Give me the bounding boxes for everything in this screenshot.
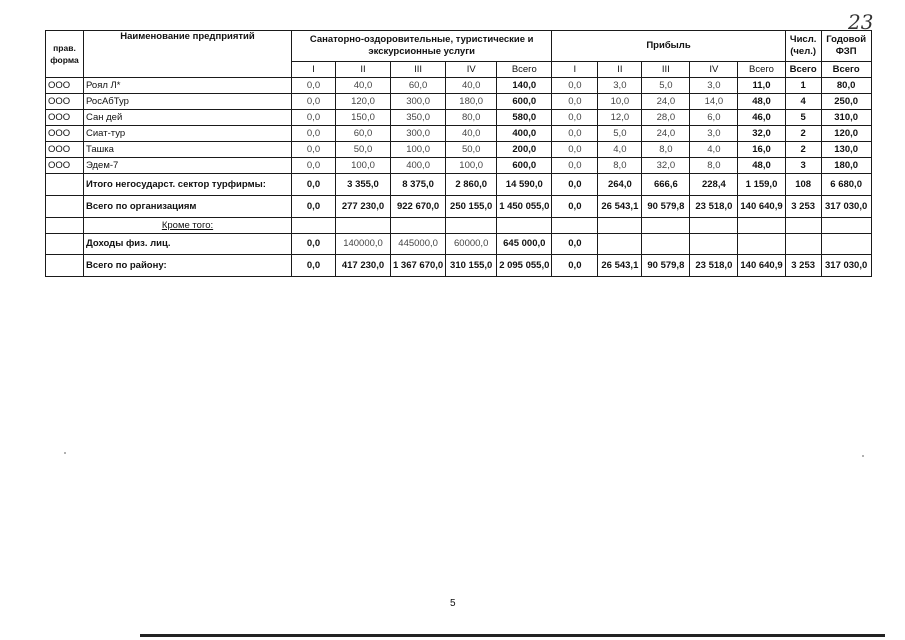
row-form: ООО: [46, 158, 84, 174]
row-value: 350,0: [391, 110, 446, 126]
row-value: 0,0: [552, 94, 598, 110]
row-value: 100,0: [336, 158, 391, 174]
row-value: 5: [785, 110, 821, 126]
row-name: Роял Л*: [84, 78, 292, 94]
row-form: [46, 218, 84, 234]
row-value: 3 253: [785, 255, 821, 277]
enterprise-rows: [46, 78, 872, 277]
row-value: 6,0: [690, 110, 738, 126]
besides-label: Кроме того:: [84, 218, 292, 234]
row-value: 40,0: [446, 126, 497, 142]
table-row: [46, 94, 872, 110]
col-profit-header: Прибыль: [552, 31, 785, 62]
total-row: [46, 174, 872, 196]
row-value: 300,0: [391, 94, 446, 110]
row-name: Ташка: [84, 142, 292, 158]
col-count-header: Числ. (чел.): [785, 31, 821, 62]
row-value: 90 579,8: [642, 255, 690, 277]
sub-header: II: [336, 62, 391, 78]
row-value: 600,0: [497, 94, 552, 110]
row-value: 140000,0: [336, 234, 391, 255]
row-value: 1: [785, 78, 821, 94]
col-name-header: Наименование предприятий: [84, 31, 292, 78]
row-value: 26 543,1: [598, 196, 642, 218]
row-value: 0,0: [292, 142, 336, 158]
row-value: 3,0: [598, 78, 642, 94]
row-value: [336, 218, 391, 234]
row-value: 317 030,0: [821, 255, 871, 277]
scan-speck: [862, 455, 864, 457]
row-value: 10,0: [598, 94, 642, 110]
row-value: 277 230,0: [336, 196, 391, 218]
row-value: 0,0: [292, 94, 336, 110]
row-value: 4,0: [690, 142, 738, 158]
total-row: [46, 196, 872, 218]
row-value: 90 579,8: [642, 196, 690, 218]
sub-header: I: [292, 62, 336, 78]
row-value: 0,0: [292, 174, 336, 196]
row-value: 0,0: [552, 234, 598, 255]
sub-header: IV: [446, 62, 497, 78]
table-row: [46, 142, 872, 158]
row-value: [446, 218, 497, 234]
row-value: 3,0: [690, 78, 738, 94]
row-value: 32,0: [642, 158, 690, 174]
row-value: 5,0: [642, 78, 690, 94]
row-form: [46, 196, 84, 218]
row-value: 0,0: [552, 174, 598, 196]
sub-header: III: [391, 62, 446, 78]
row-value: 3 355,0: [336, 174, 391, 196]
row-form: [46, 174, 84, 196]
row-value: 48,0: [738, 158, 785, 174]
row-value: 60,0: [336, 126, 391, 142]
row-value: [391, 218, 446, 234]
besides-row: [46, 218, 872, 234]
row-value: 46,0: [738, 110, 785, 126]
sub-header: III: [642, 62, 690, 78]
row-value: 140,0: [497, 78, 552, 94]
sub-header: Всего: [821, 62, 871, 78]
row-value: [292, 218, 336, 234]
row-value: 2 860,0: [446, 174, 497, 196]
row-value: 23 518,0: [690, 196, 738, 218]
row-value: [690, 234, 738, 255]
row-name: Сиат-тур: [84, 126, 292, 142]
row-value: 2: [785, 126, 821, 142]
page-mark: 23: [848, 10, 874, 34]
sub-header: II: [598, 62, 642, 78]
row-value: 0,0: [552, 110, 598, 126]
row-value: 0,0: [292, 110, 336, 126]
table-row: [46, 158, 872, 174]
row-value: 250 155,0: [446, 196, 497, 218]
row-value: 40,0: [446, 78, 497, 94]
row-value: 300,0: [391, 126, 446, 142]
row-form: ООО: [46, 94, 84, 110]
row-value: 400,0: [497, 126, 552, 142]
sub-header: Всего: [738, 62, 785, 78]
row-value: 140 640,9: [738, 255, 785, 277]
row-value: 108: [785, 174, 821, 196]
row-value: [598, 234, 642, 255]
row-value: 0,0: [292, 234, 336, 255]
report-table: [45, 30, 872, 277]
row-name: Всего по организациям: [84, 196, 292, 218]
row-value: [785, 218, 821, 234]
row-value: 0,0: [552, 158, 598, 174]
row-value: 0,0: [292, 126, 336, 142]
row-value: [821, 234, 871, 255]
table-row: [46, 126, 872, 142]
row-value: 16,0: [738, 142, 785, 158]
row-value: 0,0: [292, 158, 336, 174]
row-name: Сан дей: [84, 110, 292, 126]
row-value: 80,0: [821, 78, 871, 94]
row-value: 922 670,0: [391, 196, 446, 218]
row-value: 310,0: [821, 110, 871, 126]
report-table-container: [45, 30, 872, 277]
row-value: 100,0: [446, 158, 497, 174]
header-row-main: [46, 31, 872, 62]
row-value: 14,0: [690, 94, 738, 110]
row-value: 28,0: [642, 110, 690, 126]
row-form: ООО: [46, 110, 84, 126]
row-value: 180,0: [821, 158, 871, 174]
row-name: РосАбТур: [84, 94, 292, 110]
total-row: [46, 234, 872, 255]
row-value: [642, 234, 690, 255]
sub-header: Всего: [497, 62, 552, 78]
row-value: [552, 218, 598, 234]
row-value: [738, 234, 785, 255]
col-fzp-header: Годовой ФЗП: [821, 31, 871, 62]
row-value: 60000,0: [446, 234, 497, 255]
row-value: 8,0: [598, 158, 642, 174]
row-value: 1 159,0: [738, 174, 785, 196]
col-form-header: прав. форма: [46, 31, 84, 78]
row-value: 1 367 670,0: [391, 255, 446, 277]
row-value: 14 590,0: [497, 174, 552, 196]
row-value: [821, 218, 871, 234]
row-value: 11,0: [738, 78, 785, 94]
row-value: 580,0: [497, 110, 552, 126]
row-value: 32,0: [738, 126, 785, 142]
row-value: [642, 218, 690, 234]
row-form: [46, 255, 84, 277]
row-value: 3 253: [785, 196, 821, 218]
row-value: 2 095 055,0: [497, 255, 552, 277]
row-value: 0,0: [552, 78, 598, 94]
row-value: 130,0: [821, 142, 871, 158]
row-value: 140 640,9: [738, 196, 785, 218]
row-value: [785, 234, 821, 255]
row-value: 0,0: [292, 196, 336, 218]
row-value: 0,0: [552, 196, 598, 218]
row-value: 8,0: [642, 142, 690, 158]
row-value: 60,0: [391, 78, 446, 94]
row-name: Всего по району:: [84, 255, 292, 277]
row-value: [497, 218, 552, 234]
row-value: 50,0: [446, 142, 497, 158]
row-value: 4: [785, 94, 821, 110]
row-value: 0,0: [552, 142, 598, 158]
row-value: 24,0: [642, 94, 690, 110]
scan-speck: [64, 452, 66, 454]
row-name: Доходы физ. лиц.: [84, 234, 292, 255]
table-row: [46, 110, 872, 126]
row-value: [738, 218, 785, 234]
sub-header: I: [552, 62, 598, 78]
row-value: 5,0: [598, 126, 642, 142]
row-value: 12,0: [598, 110, 642, 126]
row-value: 645 000,0: [497, 234, 552, 255]
row-value: 445000,0: [391, 234, 446, 255]
row-value: 23 518,0: [690, 255, 738, 277]
row-value: 2: [785, 142, 821, 158]
row-name: Эдем-7: [84, 158, 292, 174]
table-row: [46, 78, 872, 94]
row-value: 26 543,1: [598, 255, 642, 277]
row-value: 4,0: [598, 142, 642, 158]
row-value: 0,0: [292, 78, 336, 94]
row-value: 8 375,0: [391, 174, 446, 196]
sub-header: Всего: [785, 62, 821, 78]
col-services-header: Санаторно-оздоровительные, туристические и экскурсионные услуги: [292, 31, 552, 62]
row-value: [598, 218, 642, 234]
row-value: 600,0: [497, 158, 552, 174]
row-value: 0,0: [552, 126, 598, 142]
row-value: 666,6: [642, 174, 690, 196]
row-value: 0,0: [552, 255, 598, 277]
row-name: Итого негосударст. сектор турфирмы:: [84, 174, 292, 196]
row-value: 50,0: [336, 142, 391, 158]
row-value: 120,0: [336, 94, 391, 110]
row-value: 250,0: [821, 94, 871, 110]
row-form: ООО: [46, 126, 84, 142]
sub-header: IV: [690, 62, 738, 78]
row-value: [690, 218, 738, 234]
total-row: [46, 255, 872, 277]
row-value: 6 680,0: [821, 174, 871, 196]
row-value: 3: [785, 158, 821, 174]
row-value: 317 030,0: [821, 196, 871, 218]
row-value: 1 450 055,0: [497, 196, 552, 218]
row-value: 417 230,0: [336, 255, 391, 277]
row-value: 120,0: [821, 126, 871, 142]
row-form: ООО: [46, 78, 84, 94]
row-value: 180,0: [446, 94, 497, 110]
row-value: 24,0: [642, 126, 690, 142]
row-value: 100,0: [391, 142, 446, 158]
row-form: ООО: [46, 142, 84, 158]
page-number: 5: [450, 598, 456, 609]
row-value: 40,0: [336, 78, 391, 94]
row-value: 0,0: [292, 255, 336, 277]
row-value: 200,0: [497, 142, 552, 158]
row-form: [46, 234, 84, 255]
row-value: 310 155,0: [446, 255, 497, 277]
row-value: 264,0: [598, 174, 642, 196]
row-value: 8,0: [690, 158, 738, 174]
bottom-edge-line: [140, 634, 885, 637]
row-value: 80,0: [446, 110, 497, 126]
row-value: 400,0: [391, 158, 446, 174]
row-value: 150,0: [336, 110, 391, 126]
row-value: 228,4: [690, 174, 738, 196]
row-value: 48,0: [738, 94, 785, 110]
row-value: 3,0: [690, 126, 738, 142]
